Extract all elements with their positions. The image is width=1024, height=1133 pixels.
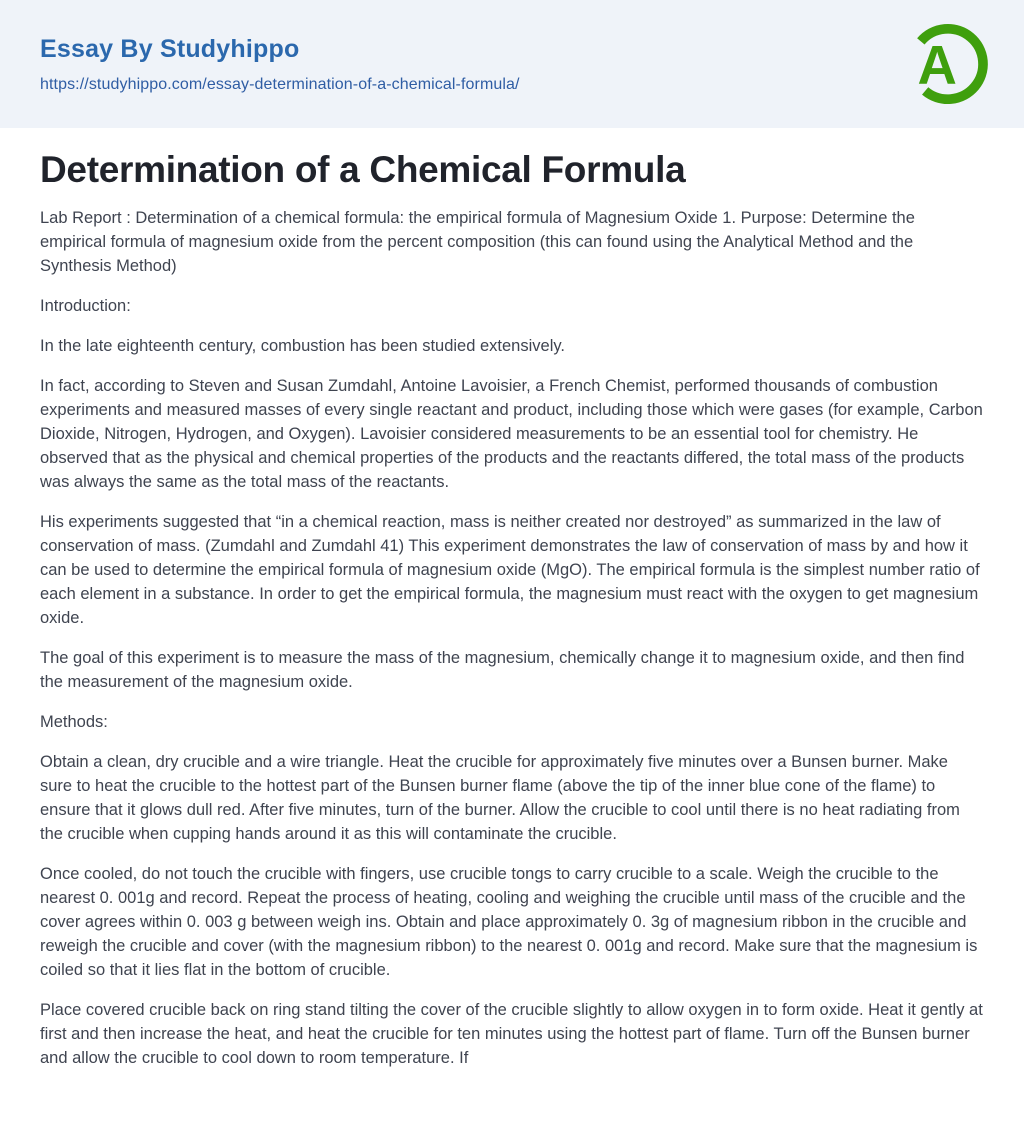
paragraph: In fact, according to Steven and Susan Zumdahl, Antoine Lavoisier, a French Chemist, performed thousands of combustion experiments and measured masses of every single reactant and product, including those which were gases (for example, Carbon Dioxide, Nitrogen, Hydrogen, and Oxygen). Lavoisier considered measurements to be an essential tool for chemistry. He observed that as the physical and chemical properties of the products and the reactants differed, the total mass of the products was always the same as the total mass of the reactants. (40, 377, 983, 491)
paragraph: Obtain a clean, dry crucible and a wire triangle. Heat the crucible for approximately five minutes over a Bunsen burner. Make sure to heat the crucible to the hottest part of the Bunsen burner flame (above the tip of the inner blue cone of the flame) to ensure that it glows dull red. After five minutes, turn of the burner. Allow the crucible to cool until there is no heat radiating from the crucible when cupping hands around it as this will contaminate the crucible. (40, 753, 960, 843)
article (0, 128, 1024, 1070)
paragraph: His experiments suggested that “in a chemical reaction, mass is neither created nor destroyed” as summarized in the law of conservation of mass. (Zumdahl and Zumdahl 41) This experiment demonstrates the law of conservation of mass by and how it can be used to determine the empirical formula of magnesium oxide (MgO). The empirical formula is the simplest number ratio of each element in a substance. In order to get the empirical formula, the magnesium must react with the oxygen to get magnesium oxide. (40, 513, 980, 627)
paragraph: The goal of this experiment is to measure the mass of the magnesium, chemically change it to magnesium oxide, and then find the measurement of the magnesium oxide. (40, 649, 965, 691)
site-title: Essay By Studyhippo (40, 34, 300, 63)
paragraph: Lab Report : Determination of a chemical formula: the empirical formula of Magnesium Oxide 1. Purpose: Determine the empirical formula of magnesium oxide from the percent composition (this can found using the Analytical Method and the Synthesis Method) (40, 209, 915, 275)
studyhippo-logo-icon (902, 20, 990, 108)
essay-url-link[interactable]: https://studyhippo.com/essay-determination-of-a-chemical-formula/ (40, 75, 520, 93)
article-title: Determination of a Chemical Formula (40, 149, 686, 190)
article-body (40, 206, 984, 1070)
page-header (0, 0, 1024, 128)
header-text-block (40, 35, 520, 94)
paragraph: In the late eighteenth century, combustion has been studied extensively. (40, 337, 565, 355)
paragraph: Methods: (40, 713, 108, 731)
logo-letter: A (917, 34, 957, 96)
paragraph: Introduction: (40, 297, 131, 315)
paragraph: Place covered crucible back on ring stand tilting the cover of the crucible slightly to allow oxygen in to form oxide. Heat it gently at first and then increase the heat, and heat the crucible for ten minutes using the hottest part of flame. Turn off the Bunsen burner and allow the crucible to cool down to room temperature. If (40, 1001, 983, 1067)
paragraph: Once cooled, do not touch the crucible with fingers, use crucible tongs to carry crucible to a scale. Weigh the crucible to the nearest 0. 001g and record. Repeat the process of heating, cooling and weighing the crucible until mass of the crucible and the cover agrees within 0. 003 g between weigh ins. Obtain and place approximately 0. 3g of magnesium ribbon in the crucible and reweigh the crucible and cover (with the magnesium ribbon) to the nearest 0. 001g and record. Make sure that the magnesium is coiled so that it lies flat in the bottom of crucible. (40, 865, 978, 979)
